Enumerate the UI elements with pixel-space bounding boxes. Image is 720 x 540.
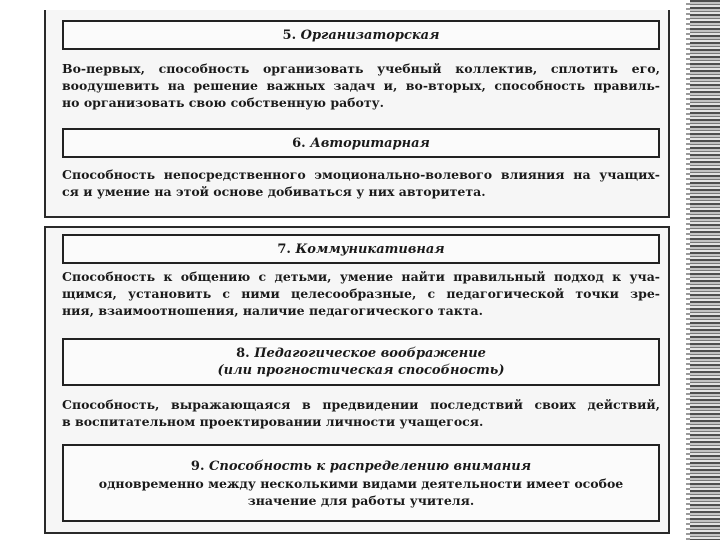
section-8-text — [62, 396, 660, 430]
page-bottom-panel — [44, 226, 670, 534]
section-7-number: 7. — [277, 241, 291, 257]
section-8-subtitle: (или прогностическая способность) — [217, 363, 505, 378]
section-5-line-2: воодушевить на решение важных задач и, во-вторых, способность правиль- — [62, 78, 660, 93]
section-6-text — [62, 166, 660, 200]
section-6-line-2: ся и умение на этой основе добиваться у них авторитета. — [62, 184, 486, 199]
section-5-line-1: Во-первых, способность организовать учебный коллектив, сплотить его, — [62, 61, 660, 76]
section-8-line-2: в воспитательном проектировании личности учащегося. — [62, 414, 484, 429]
section-8-line-1: Способность, выражающаяся в предвидении последствий своих действий, — [62, 397, 660, 412]
section-9-body-line-2: значение для работы учителя. — [247, 492, 475, 508]
section-9-number: 9. — [190, 458, 205, 474]
section-6-line-1: Способность непосредственного эмоционально-волевого влияния на учащих- — [62, 167, 660, 182]
section-7-title: Коммуникативная — [295, 241, 445, 257]
section-7-heading — [62, 234, 660, 264]
page-top-panel — [44, 10, 670, 218]
section-5-text — [62, 60, 660, 111]
section-6-heading — [62, 128, 660, 158]
section-8-heading — [62, 338, 660, 386]
section-6-number: 6. — [292, 135, 306, 151]
section-5-title: Организаторская — [300, 27, 440, 43]
section-7-text — [62, 268, 660, 319]
section-9-title: Способность к распределению внимания — [209, 458, 532, 474]
section-5-line-3: но организовать свою собственную работу. — [62, 95, 384, 110]
section-7-line-1: Способность к общению с детьми, умение найти правильный подход к уча- — [62, 269, 660, 284]
section-8-number: 8. — [236, 346, 250, 361]
section-7-line-2: щимся, установить с ними целесообразные, с педагогической точки зре- — [62, 286, 660, 301]
section-5-number: 5. — [282, 27, 297, 43]
section-7-line-3: ния, взаимоотношения, наличие педагогического такта. — [62, 303, 483, 318]
section-6-title: Авторитарная — [310, 135, 430, 151]
section-9-body-line-1: одновременно между несколькими видами деятельности имеет особое — [98, 475, 624, 491]
section-8-title: Педагогическое воображение — [254, 346, 486, 361]
section-5-heading — [62, 20, 660, 50]
page-edge-stripe — [690, 0, 720, 540]
section-9-box — [62, 444, 660, 522]
